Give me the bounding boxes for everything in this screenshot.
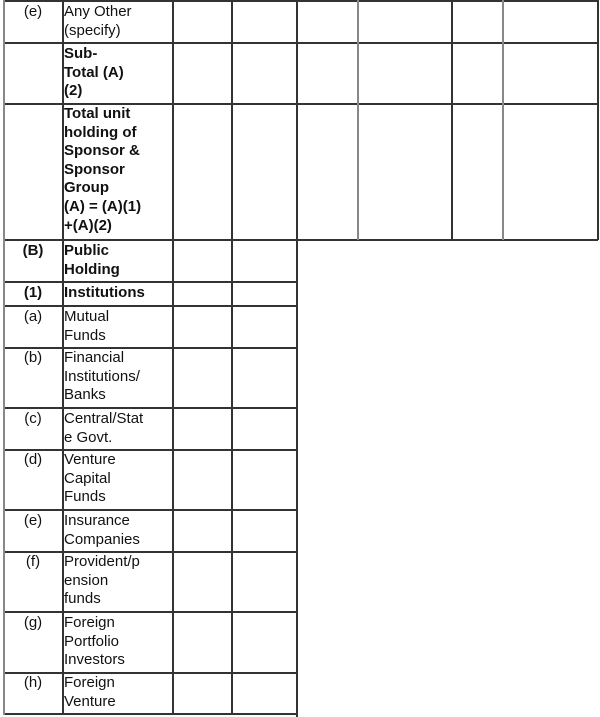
label-line: (2) (64, 82, 83, 100)
label-line: Any Other (64, 3, 132, 20)
label-line: Capital (64, 469, 111, 487)
label-line: Sponsor (64, 160, 125, 178)
label-line: Portfolio (64, 632, 120, 650)
label-line: funds (64, 590, 101, 608)
row-label (64, 553, 172, 609)
label-line: +(A)(2) (64, 216, 112, 234)
row-label (64, 674, 172, 711)
row-border (3, 713, 297, 715)
row-label (64, 451, 172, 507)
row-code: (e) (23, 3, 43, 20)
row-label (64, 105, 172, 235)
column-border (597, 0, 599, 240)
row-label (64, 512, 172, 549)
row-border (3, 42, 598, 44)
row-code: (g) (23, 614, 43, 631)
label-line: Group (64, 179, 109, 197)
label-line: Public (64, 242, 110, 259)
row-code: (1) (23, 284, 43, 301)
row-code: (B) (22, 242, 44, 259)
label-line: Holding (64, 260, 120, 278)
row-label (64, 45, 172, 101)
row-code: (a) (23, 308, 43, 325)
row-label (64, 614, 172, 670)
label-line: e Govt. (64, 428, 113, 446)
row-border (3, 305, 297, 307)
row-border (3, 509, 297, 511)
row-border (3, 239, 598, 241)
column-border (231, 0, 233, 715)
row-label (64, 349, 172, 405)
label-line: Provident/p (64, 553, 140, 570)
row-code: (f) (25, 553, 41, 570)
row-label (64, 308, 172, 345)
column-border (451, 0, 453, 240)
row-label (64, 410, 172, 447)
label-line: Insurance (64, 512, 130, 529)
label-line: Central/Stat (64, 410, 144, 427)
row-label (64, 242, 172, 279)
row-border (3, 0, 598, 2)
column-border (357, 0, 359, 240)
row-border (3, 281, 297, 283)
label-line: Institutions (64, 284, 145, 301)
column-border (172, 0, 174, 715)
row-label (64, 284, 172, 303)
label-line: Companies (64, 530, 140, 548)
label-line: Foreign (64, 614, 115, 631)
label-line: Institutions/ (64, 367, 140, 385)
label-line: Total unit (64, 105, 131, 122)
row-border (3, 611, 297, 613)
label-line: ension (64, 571, 109, 589)
label-line: (specify) (64, 21, 121, 39)
label-line: Funds (64, 326, 106, 344)
label-line: Sub- (64, 45, 98, 62)
row-label (64, 3, 172, 40)
row-code: (b) (23, 349, 43, 366)
label-line: (A) = (A)(1) (64, 197, 142, 215)
row-code: (e) (23, 512, 43, 529)
label-line: Mutual (64, 308, 110, 325)
label-line: Venture (64, 692, 116, 710)
label-line: Venture (64, 451, 116, 468)
row-code: (c) (24, 410, 42, 427)
label-line: Foreign (64, 674, 115, 691)
label-line: Investors (64, 651, 125, 669)
label-line: holding of (64, 123, 137, 141)
column-border (296, 0, 298, 717)
row-border (3, 407, 297, 409)
label-line: Sponsor & (64, 142, 140, 160)
row-code: (d) (23, 451, 43, 468)
column-border (502, 0, 504, 240)
label-line: Total (A) (64, 63, 124, 81)
label-line: Banks (64, 386, 106, 404)
label-line: Financial (64, 349, 125, 366)
label-line: Funds (64, 488, 106, 506)
row-code: (h) (23, 674, 43, 691)
